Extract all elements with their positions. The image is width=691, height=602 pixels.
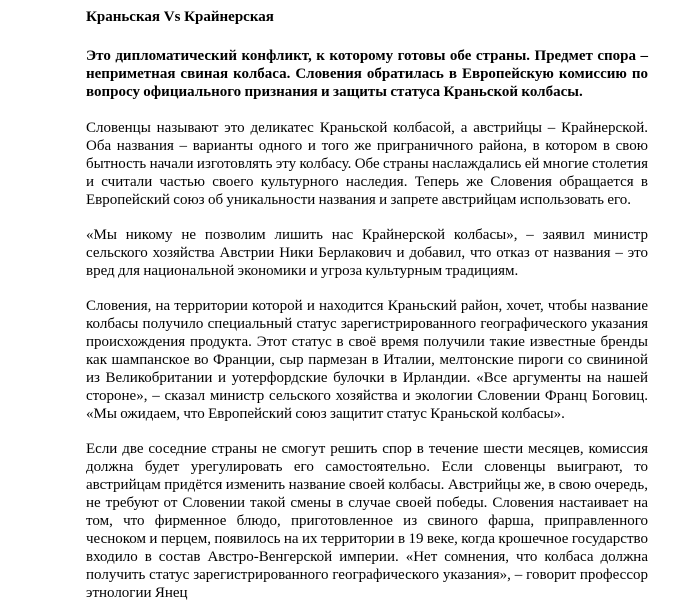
- article-paragraph: Если две соседние страны не смогут решить спор в течение шести месяцев, комиссия должна будет урегулировать его самостоятельно. Если словенцы выиграют, то австрийцам придётся изменить название своей колбасы. Австрийцы же, в свою очередь, не требуют от Словении такой смены в случае своей победы. Словения настаивает на том, что фирменное блюдо, приготовленное из свиного фарша, приправленного чесноком и перцем, появилось на их территории в 19 веке, когда крошечное государство входило в состав Австро-Венгерской империи. «Нет сомнения, что колбаса должна получить статус зарегистрированного географического указания», – говорит профессор этнологии Янец: [86, 441, 648, 601]
- article-lead: Это дипломатический конфликт, к которому готовы обе страны. Предмет спора – неприметная свиная колбаса. Словения обратилась в Европейскую комиссию по вопросу официального признания и защиты статуса Краньской колбасы.: [86, 48, 648, 100]
- article-paragraph: «Мы никому не позволим лишить нас Крайнерской колбасы», – заявил министр сельского хозяйства Австрии Ники Берлакович и добавил, что отказ от названия – это вред для национальной экономики и угроза культурным традициям.: [86, 227, 648, 279]
- article-title: Краньская Vs Крайнерская: [86, 9, 274, 25]
- article: [86, 0, 648, 602]
- article-paragraph: Словенцы называют это деликатес Краньской колбасой, а австрийцы – Крайнерской. Оба названия – варианты одного и того же приграничного района, в котором в свою бытность начали изготовлять эту колбасу. Обе страны наслаждались ей многие столетия и считали частью своего культурного наследия. Теперь же Словения обращается в Европейский союз об уникальности названия и запрете австрийцам использовать его.: [86, 120, 648, 208]
- article-paragraph: Словения, на территории которой и находится Краньский район, хочет, чтобы название колбасы получило специальный статус зарегистрированного географического указания происхождения продукта. Этот статус в своё время получили такие известные бренды как шампанское во Франции, сыр пармезан в Италии, мелтонские пироги со свининой из Великобритании и уотерфордские булочки в Ирландии. «Все аргументы на нашей стороне», – сказал министр сельского хозяйства и экологии Словении Франц Боговиц. «Мы ожидаем, что Европейский союз защитит статус Краньской колбасы».: [86, 298, 648, 422]
